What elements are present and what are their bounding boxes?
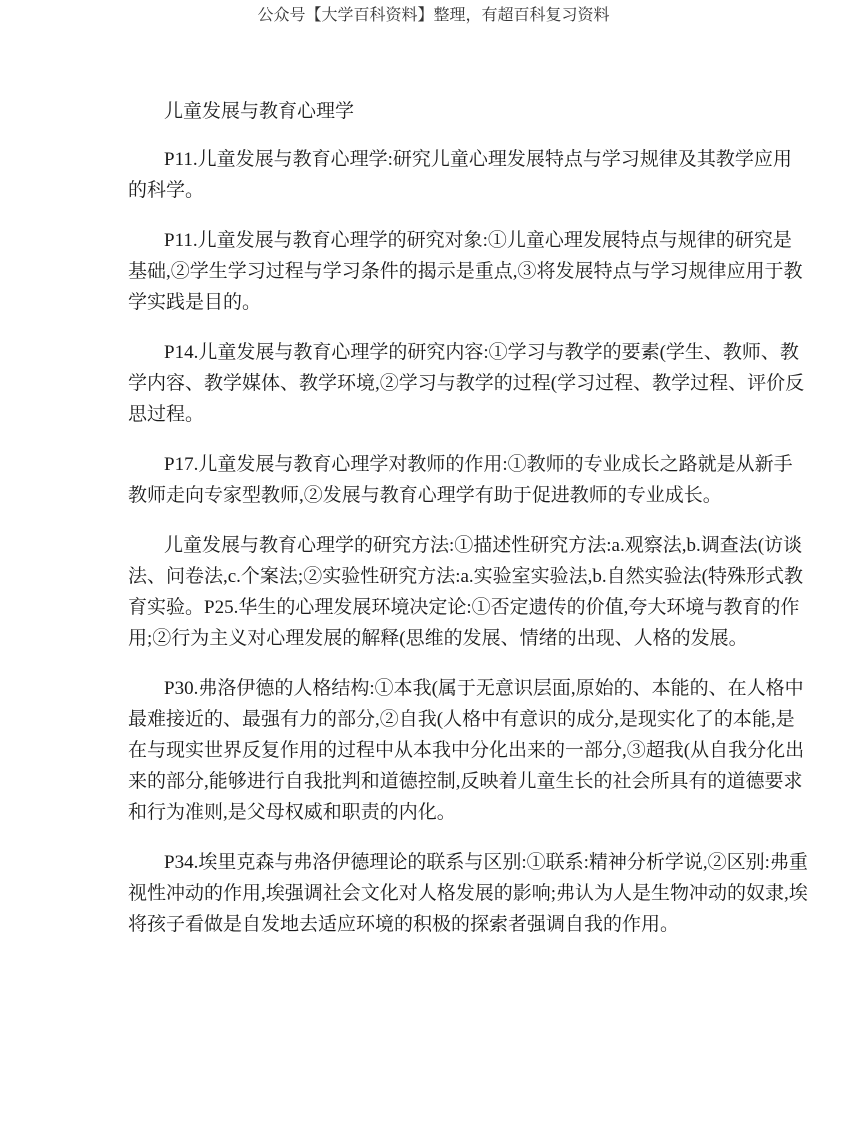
paragraph [128,449,793,511]
paragraph-line: P11.儿童发展与教育心理学:研究儿童心理发展特点与学习规律及其教学应用 [164,149,792,170]
paragraph-line: 学实践是目的。 [128,292,262,313]
paragraph-line: 的科学。 [128,180,205,201]
paragraph [128,673,805,828]
paragraph [128,144,792,206]
paragraph [128,847,808,940]
paragraph-line: 来的部分,能够进行自我批判和道德控制,反映着儿童生长的社会所具有的道德要求 [128,771,803,792]
paragraph-line: 儿童发展与教育心理学的研究方法:①描述性研究方法:a.观察法,b.调查法(访谈 [164,535,803,556]
paragraph [128,337,805,430]
paragraph-line: 将孩子看做是自发地去适应环境的积极的探索者强调自我的作用。 [128,914,680,935]
paragraph-line: 思过程。 [128,404,205,425]
page-header: 公众号【大学百科资料】整理，有超百科复习资料 [257,7,610,24]
paragraph-line: 法、问卷法,c.个案法;②实验性研究方法:a.实验室实验法,b.自然实验法(特殊形式教 [128,566,804,587]
paragraph-line: P17.儿童发展与教育心理学对教师的作用:①教师的专业成长之路就是从新手 [164,454,793,475]
paragraph-line: P34.埃里克森与弗洛伊德理论的联系与区别:①联系:精神分析学说,②区别:弗重 [164,852,808,873]
document-title: 儿童发展与教育心理学 [164,101,355,122]
paragraph-line: 在与现实世界反复作用的过程中从本我中分化出来的一部分,③超我(从自我分化出 [128,740,805,761]
paragraph-list [128,144,808,940]
paragraph-line: 视性冲动的作用,埃强调社会文化对人格发展的影响;弗认为人是生物冲动的奴隶,埃 [128,883,808,904]
paragraph [128,530,804,654]
paragraph-line: P11.儿童发展与教育心理学的研究对象:①儿童心理发展特点与规律的研究是 [164,230,792,251]
paragraph-line: 最难接近的、最强有力的部分,②自我(人格中有意识的成分,是现实化了的本能,是 [128,709,795,730]
paragraph-line: P14.儿童发展与教育心理学的研究内容:①学习与教学的要素(学生、教师、教 [164,342,799,363]
paragraph-line: 育实验。P25.华生的心理发展环境决定论:①否定遗传的价值,夸大环境与教育的作 [128,597,800,618]
paragraph [128,225,803,318]
paragraph-line: 基础,②学生学习过程与学习条件的揭示是重点,③将发展特点与学习规律应用于教 [128,261,803,282]
document-body [128,96,808,959]
paragraph-line: 教师走向专家型教师,②发展与教育心理学有助于促进教师的专业成长。 [128,485,722,506]
paragraph-line: 学内容、教学媒体、教学环境,②学习与教学的过程(学习过程、教学过程、评价反 [128,373,805,394]
paragraph-line: 用;②行为主义对心理发展的解释(思维的发展、情绪的出现、人格的发展。 [128,628,748,649]
paragraph-line: 和行为准则,是父母权威和职责的内化。 [128,802,456,823]
paragraph-line: P30.弗洛伊德的人格结构:①本我(属于无意识层面,原始的、本能的、在人格中 [164,678,804,699]
